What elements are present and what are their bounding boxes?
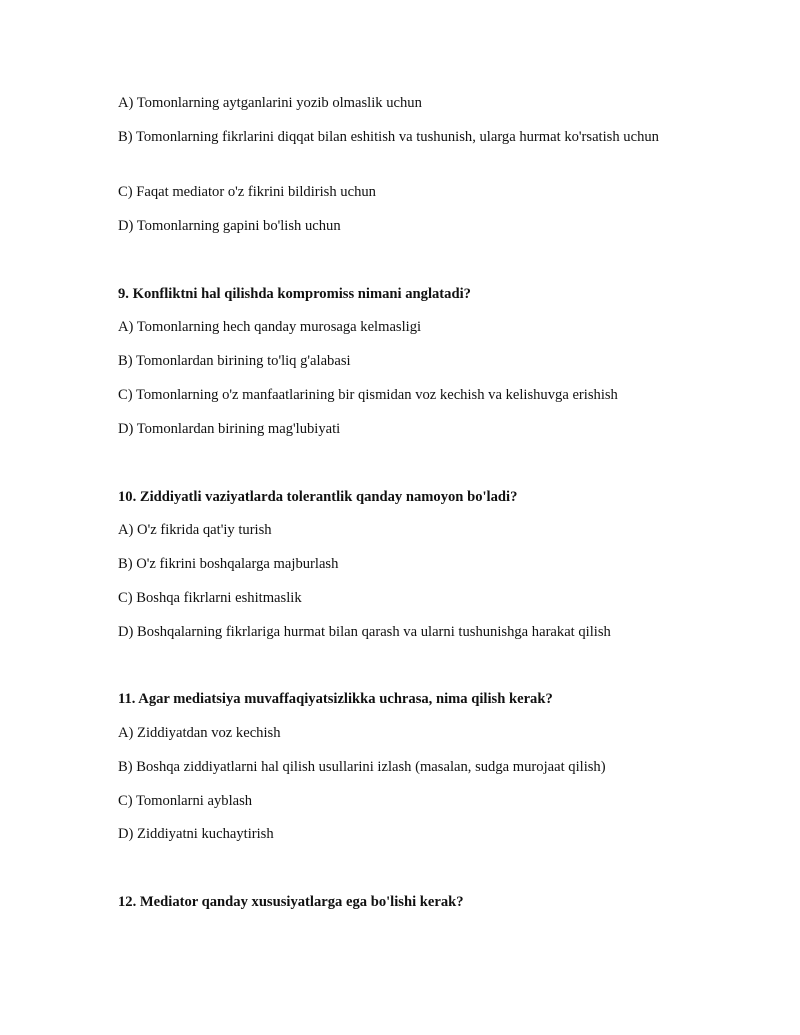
- question-9-option-a: A) Tomonlarning hech qanday murosaga kelmasligi: [118, 319, 422, 335]
- question-11-title: 11. Agar mediatsiya muvaffaqiyatsizlikka uchrasa, nima qilish kerak?: [118, 691, 553, 707]
- question-9-option-c: C) Tomonlarning o'z manfaatlarining bir qismidan voz kechish va kelishuvga erishish: [118, 387, 618, 403]
- question-11-option-d: D) Ziddiyatni kuchaytirish: [118, 826, 274, 842]
- question-11-option-a: A) Ziddiyatdan voz kechish: [118, 725, 281, 741]
- question-10-option-c: C) Boshqa fikrlarni eshitmaslik: [118, 590, 302, 606]
- question-10-option-a: A) O'z fikrida qat'iy turish: [118, 522, 272, 538]
- question-10-option-b: B) O'z fikrini boshqalarga majburlash: [118, 556, 339, 572]
- prev-question-option-b: B) Tomonlarning fikrlarini diqqat bilan eshitish va tushunish, ularga hurmat ko'rsatish uchun: [118, 129, 659, 145]
- prev-question-option-d: D) Tomonlarning gapini bo'lish uchun: [118, 218, 341, 234]
- question-11-option-c: C) Tomonlarni ayblash: [118, 793, 253, 809]
- question-10-option-d: D) Boshqalarning fikrlariga hurmat bilan qarash va ularni tushunishga harakat qilish: [118, 624, 611, 640]
- question-9-option-d: D) Tomonlardan birining mag'lubiyati: [118, 421, 341, 437]
- question-9-option-b: B) Tomonlardan birining to'liq g'alabasi: [118, 353, 351, 369]
- prev-question-option-c: C) Faqat mediator o'z fikrini bildirish uchun: [118, 184, 376, 200]
- question-11-option-b: B) Boshqa ziddiyatlarni hal qilish usullarini izlash (masalan, sudga murojaat qilish): [118, 759, 606, 775]
- question-9-title: 9. Konfliktni hal qilishda kompromiss nimani anglatadi?: [118, 286, 471, 302]
- prev-question-option-a: A) Tomonlarning aytganlarini yozib olmaslik uchun: [118, 95, 422, 111]
- question-12-title: 12. Mediator qanday xususiyatlarga ega bo'lishi kerak?: [118, 894, 464, 910]
- question-10-title: 10. Ziddiyatli vaziyatlarda tolerantlik qanday namoyon bo'ladi?: [118, 489, 518, 505]
